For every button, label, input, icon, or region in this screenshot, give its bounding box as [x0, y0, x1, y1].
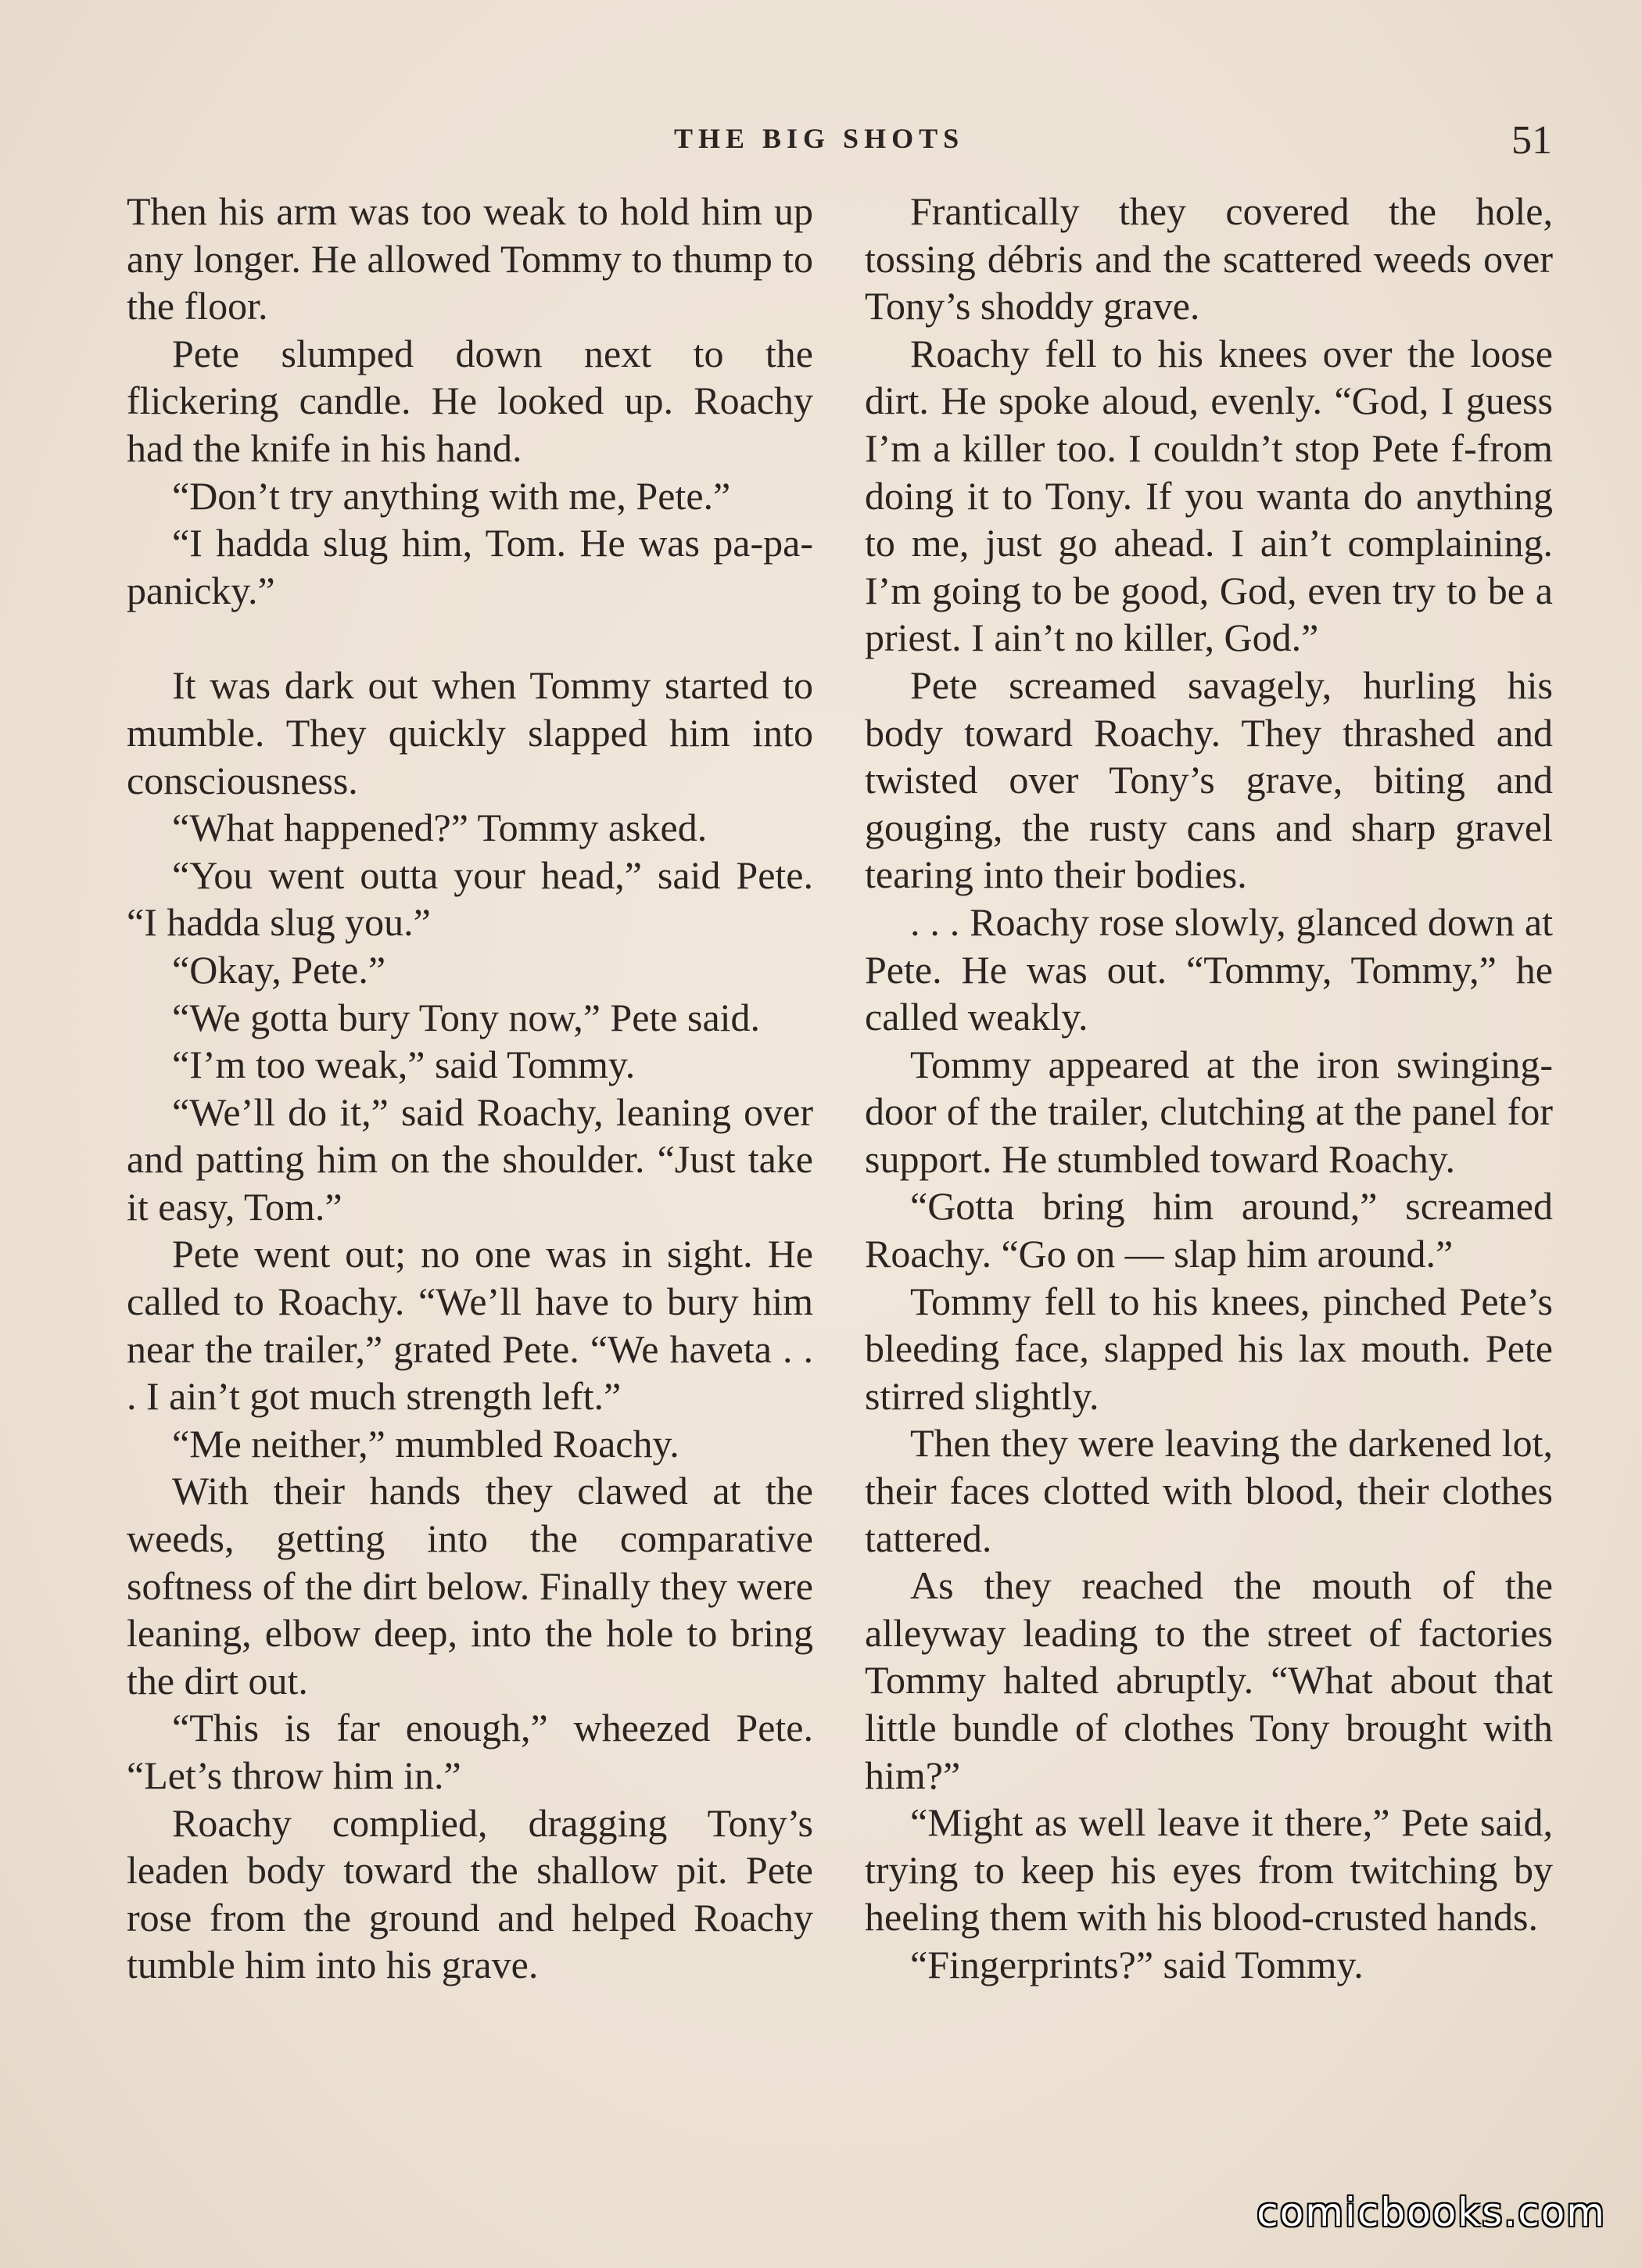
paragraph: Pete slumped down next to the flickering candle. He looked up. Roachy had the knife in his hand. [127, 331, 813, 470]
paragraph: “You went outta your head,” said Pete. “I hadda slug you.” [127, 852, 813, 945]
paragraph: “I’m too weak,” said Tommy. [172, 1042, 636, 1087]
paragraph: Frantically they covered the hole, tossing débris and the scattered weeds over Tony’s shoddy grave. [865, 189, 1553, 328]
paragraph: As they reached the mouth of the alleyway leading to the street of factories Tommy halted abruptly. “What about that little bundle of clothes Tony brought with him?” [865, 1563, 1553, 1797]
paragraph: It was dark out when Tommy started to mumble. They quickly slapped him into consciousness. [127, 663, 813, 802]
paragraph: “Me neither,” mumbled Roachy. [172, 1421, 679, 1466]
page-header [0, 117, 1642, 164]
paragraph: “What happened?” Tommy asked. [172, 806, 708, 850]
paragraph: With their hands they clawed at the weeds, getting into the comparative softness of the dirt below. Finally they were leaning, elbow deep, into the hole to bring the dirt out. [127, 1469, 813, 1703]
paragraph: “Fingerprints?” said Tommy. [910, 1942, 1364, 1986]
paragraph: “Might as well leave it there,” Pete said, trying to keep his eyes from twitching by heeling them with his blood-crusted hands. [865, 1800, 1553, 1940]
watermark: comicbooks.com [1257, 2190, 1606, 2235]
paragraph: Roachy fell to his knees over the loose dirt. He spoke aloud, evenly. “God, I guess I’m a killer too. I couldn’t stop Pete f-from doing it to Tony. If you wanta do anything to me, just go ahead. I ain’t complaining. I’m going to be good, God, even try to be a priest. I ain’t no killer, God.” [865, 331, 1553, 660]
paragraph: “Gotta bring him around,” screamed Roachy. “Go on — slap him around.” [865, 1184, 1553, 1276]
right-column [865, 188, 1553, 1989]
paragraph: “Okay, Pete.” [172, 947, 386, 992]
paragraph: Roachy complied, dragging Tony’s leaden body toward the shallow pit. Pete rose from the ground and helped Roachy tumble him into his grave. [127, 1800, 813, 1987]
paragraph: “This is far enough,” wheezed Pete. “Let’s throw him in.” [127, 1706, 813, 1797]
page-number: 51 [1511, 118, 1552, 163]
paragraph: “We’ll do it,” said Roachy, leaning over and patting him on the shoulder. “Just take it easy, Tom.” [127, 1089, 813, 1229]
paragraph: Pete went out; no one was in sight. He called to Roachy. “We’ll have to bury him near the trailer,” grated Pete. “We haveta . . . I ain’t got much strength left.” [127, 1232, 813, 1419]
paragraph: Then his arm was too weak to hold him up any longer. He allowed Tommy to thump to the floor. [127, 189, 813, 328]
paragraph: “I hadda slug him, Tom. He was pa-pa-panicky.” [127, 521, 813, 612]
paragraph: . . . Roachy rose slowly, glanced down at Pete. He was out. “Tommy, Tommy,” he called weakly. [865, 899, 1553, 1039]
paragraph: Then they were leaving the darkened lot, their faces clotted with blood, their clothes tattered. [865, 1421, 1553, 1560]
paragraph: Tommy appeared at the iron swinging-door of the trailer, clutching at the panel for support. He stumbled toward Roachy. [865, 1042, 1553, 1181]
paragraph: “Don’t try anything with me, Pete.” [172, 473, 731, 518]
paragraph: Pete screamed savagely, hurling his body toward Roachy. They thrashed and twisted over Tony’s grave, biting and gouging, the rusty cans and sharp gravel tearing into their bodies. [865, 662, 1553, 897]
paragraph: Tommy fell to his knees, pinched Pete’s bleeding face, slapped his lax mouth. Pete stirred slightly. [865, 1279, 1553, 1418]
running-title: THE BIG SHOTS [674, 123, 965, 154]
left-column [127, 188, 813, 1989]
paragraph: “We gotta bury Tony now,” Pete said. [172, 995, 761, 1039]
